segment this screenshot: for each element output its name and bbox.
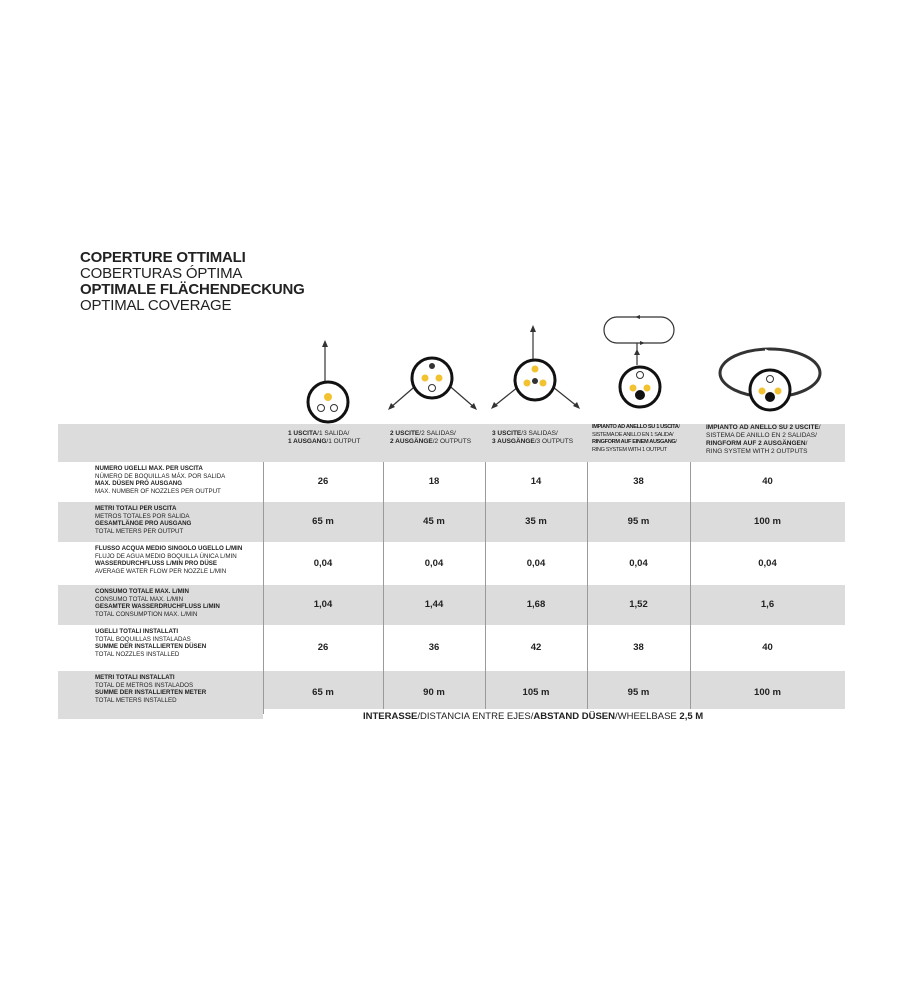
wheelbase-note — [363, 711, 703, 722]
diagram-row — [0, 315, 900, 425]
separator-2 — [485, 462, 486, 709]
title-es: COBERTURAS ÓPTIMA — [80, 265, 243, 282]
col5-line2: SISTEMA DE ANILLO EN 2 SALIDAS/ — [706, 432, 817, 439]
row-1-value-1: 26 — [317, 476, 329, 487]
row-label-6 — [58, 671, 263, 719]
separator-4 — [690, 462, 691, 709]
row-3-value-4: 0,04 — [629, 557, 648, 569]
col5-line1-bold: IMPIANTO AD ANELLO SU 2 USCITE — [706, 424, 819, 431]
row-1-value-2: 18 — [428, 476, 440, 487]
footer-bold-1: INTERASSE — [363, 711, 418, 722]
separator-1 — [383, 462, 384, 709]
col5-line4: RING SYSTEM WITH 2 OUTPUTS — [706, 448, 808, 455]
row-3-value-5: 0,04 — [758, 557, 777, 569]
row-1-label-es: NÚMERO DE BOQUILLAS MÁX. POR SALIDA — [95, 472, 226, 480]
row-3-value-1: 0,04 — [313, 557, 333, 569]
row-1-label-en: MAX. NUMBER OF NOZZLES PER OUTPUT — [95, 487, 221, 495]
row-2-label-es: METROS TOTALES POR SALIDA — [95, 512, 190, 520]
row-6-label-en: TOTAL METERS INSTALLED — [95, 696, 177, 704]
three-outputs-diagram-icon — [488, 325, 583, 420]
row-5-value-5: 40 — [762, 642, 773, 653]
row-1-value-5: 40 — [762, 476, 773, 487]
row-2-label-en: TOTAL METERS PER OUTPUT — [95, 527, 184, 535]
col5-line3-bold: RINGFORM AUF 2 AUSGÄNGEN — [706, 440, 806, 447]
col4-line1-bold: IMPIANTO AD ANELLO SU 1 USCITA — [592, 424, 679, 430]
row-3-label-it: FLUSSO ACQUA MEDIO SINGOLO UGELLO L/MIN — [95, 545, 243, 552]
row-5-label-en: TOTAL NOZZLES INSTALLED — [95, 650, 180, 658]
row-4-value-4: 1,52 — [629, 599, 648, 610]
row-1-value-3: 14 — [530, 476, 542, 487]
row-6-value-4: 95 m — [627, 686, 650, 698]
title-it: COPERTURE OTTIMALI — [80, 249, 246, 266]
column-header-4 — [592, 424, 692, 454]
footer-bold-3: 2,5 M — [679, 711, 704, 722]
col5-line1: / — [818, 424, 821, 431]
col1-line1: /1 SALIDA/ — [317, 430, 350, 437]
col2-line1-bold: 2 USCITE — [390, 430, 420, 437]
row-4-value-2: 1,44 — [424, 599, 444, 610]
row-3-label-en: AVERAGE WATER FLOW PER NOZZLE L/MIN — [95, 567, 227, 575]
row-2-value-1: 65 m — [312, 516, 334, 527]
row-2-value-5: 100 m — [754, 516, 781, 527]
col2-line1: /2 SALIDAS/ — [419, 430, 456, 437]
title-block — [80, 250, 305, 314]
title-de: OPTIMALE FLÄCHENDECKUNG — [80, 281, 305, 298]
row-label-5 — [58, 625, 263, 671]
row-4-label-it: CONSUMO TOTALE MAX. L/MIN — [95, 588, 189, 595]
col4-line1: / — [678, 424, 680, 430]
ring-one-output-diagram-icon — [600, 315, 680, 415]
col1-line2-bold: 1 AUSGANG — [288, 438, 327, 445]
row-5-value-4: 38 — [633, 642, 644, 653]
footer-text-2: /WHEELBASE — [614, 711, 680, 722]
row-2-value-2: 45 m — [423, 516, 445, 527]
row-5-label-it: UGELLI TOTALI INSTALLATI — [95, 628, 179, 635]
row-3-value-2: 0,04 — [424, 557, 444, 569]
row-6-label-de: SUMME DER INSTALLIERTEN METER — [95, 689, 207, 697]
row-2-value-4: 95 m — [627, 516, 650, 527]
col4-line4: RING SYSTEM WITH 1 OUTPUT — [592, 446, 667, 453]
row-4-value-1: 1,04 — [313, 599, 333, 610]
col4-line2: SISTEMA DE ANILLO EN 1 SALIDA/ — [592, 431, 674, 438]
col3-line1-bold: 3 USCITE — [492, 430, 522, 437]
col3-line2: /3 OUTPUTS — [534, 438, 574, 445]
column-header-3 — [492, 430, 587, 446]
row-5-label-de: SUMME DER INSTALLIERTEN DÜSEN — [95, 643, 207, 651]
two-outputs-diagram-icon — [385, 350, 480, 415]
row-6-value-3: 105 m — [522, 686, 550, 698]
row-3-label-de: WASSERDURCHFLUSS L/MIN PRO DÜSE — [95, 560, 218, 568]
row-5-label-es: TOTAL BOQUILLAS INSTALADAS — [95, 635, 191, 643]
separator-0 — [263, 462, 264, 714]
col4-line3: / — [675, 439, 677, 446]
row-3-value-3: 0,04 — [526, 557, 546, 569]
row-2-value-3: 35 m — [525, 516, 547, 527]
title-en: OPTIMAL COVERAGE — [80, 297, 232, 314]
row-5-value-1: 26 — [317, 642, 329, 653]
row-4-label-en: TOTAL CONSUMPTION MAX. L/MIN — [95, 610, 198, 618]
footer-bold-2: ABSTAND DÜSEN — [533, 711, 615, 722]
col1-line1-bold: 1 USCITA — [288, 430, 318, 437]
row-6-value-1: 65 m — [312, 686, 334, 698]
column-header-1 — [288, 430, 383, 446]
row-label-2 — [58, 502, 263, 542]
row-4-value-3: 1,68 — [526, 599, 546, 610]
row-2-label-it: METRI TOTALI PER USCITA — [95, 505, 177, 512]
row-4-value-5: 1,6 — [760, 599, 775, 610]
col5-line3: / — [805, 440, 808, 447]
column-header-5 — [706, 424, 846, 456]
col4-line3-bold: RINGFORM AUF EINEM AUSGANG — [592, 439, 676, 446]
row-label-3 — [58, 542, 263, 585]
footer-text-1: /DISTANCIA ENTRE EJES/ — [417, 711, 534, 722]
col1-line2: /1 OUTPUT — [326, 438, 361, 445]
col2-line2: /2 OUTPUTS — [432, 438, 472, 445]
column-header-2 — [390, 430, 485, 446]
row-6-label-es: TOTAL DE METROS INSTALADOS — [95, 681, 194, 689]
ring-two-outputs-diagram-icon — [715, 345, 825, 425]
row-label-4 — [58, 585, 263, 625]
col3-line2-bold: 3 AUSGÄNGE — [492, 438, 535, 445]
row-3-label-es: FLUJO DE AGUA MEDIO BOQUILLA ÚNICA L/MIN — [95, 552, 237, 560]
col2-line2-bold: 2 AUSGÄNGE — [390, 438, 433, 445]
row-6-value-5: 100 m — [754, 686, 781, 698]
row-2-label-de: GESAMTLÄNGE PRO AUSGANG — [95, 520, 192, 528]
row-5-value-3: 42 — [530, 642, 542, 653]
row-1-label-it: NUMERO UGELLI MAX. PER USCITA — [95, 465, 203, 472]
row-4-label-es: CONSUMO TOTAL MAX. L/MIN — [95, 595, 184, 603]
separator-3 — [587, 462, 588, 709]
row-1-label-de: MAX. DÜSEN PRO AUSGANG — [95, 480, 183, 488]
row-label-1 — [58, 462, 263, 502]
row-1-value-4: 38 — [633, 476, 644, 487]
one-output-diagram-icon — [300, 340, 360, 430]
row-6-label-it: METRI TOTALI INSTALLATI — [95, 674, 175, 681]
row-4-label-de: GESAMTER WASSERDRUCHFLUSS L/MIN — [95, 603, 220, 611]
col3-line1: /3 SALIDAS/ — [521, 430, 558, 437]
row-6-value-2: 90 m — [423, 686, 445, 698]
row-5-value-2: 36 — [428, 642, 440, 653]
